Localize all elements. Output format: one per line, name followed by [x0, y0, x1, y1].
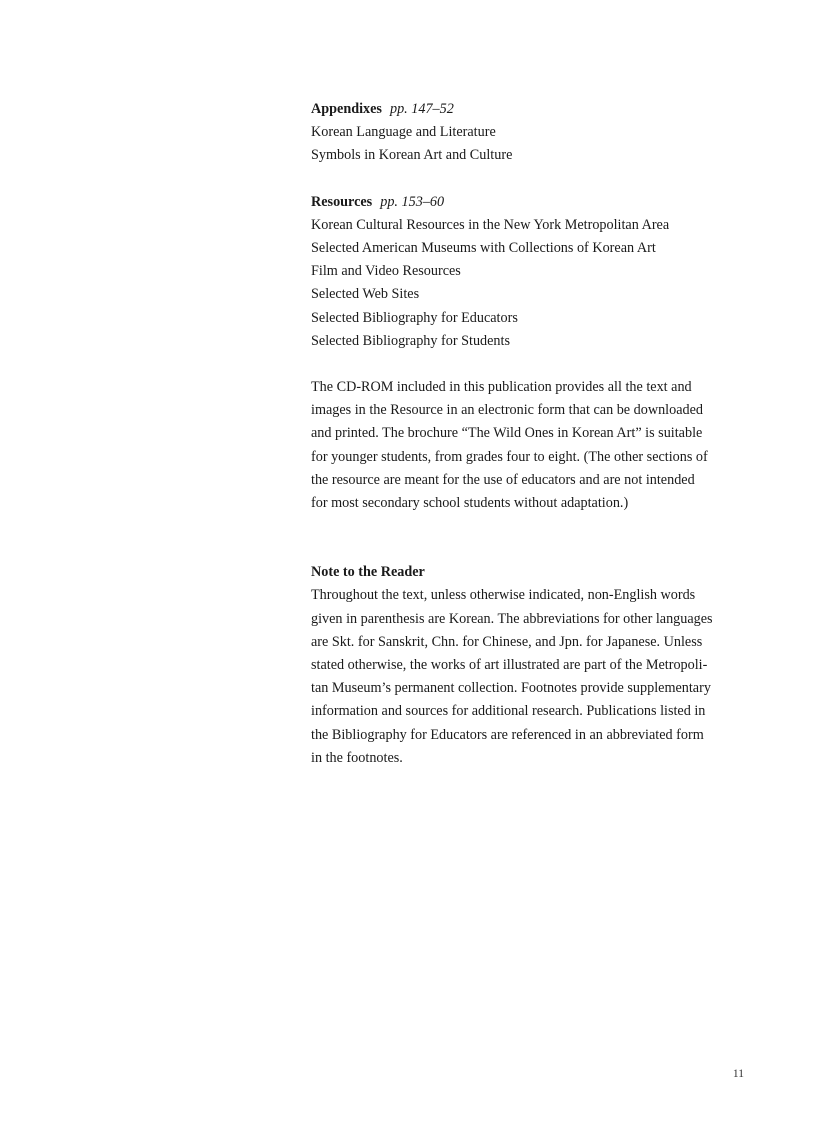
- resource-item: Film and Video Resources: [311, 263, 461, 280]
- resource-item: Selected Web Sites: [311, 286, 420, 303]
- paragraph-line: and printed. The brochure “The Wild Ones in Korean Art” is suitable: [311, 425, 703, 442]
- resource-item: Korean Cultural Resources in the New York Metropolitan Area: [311, 216, 670, 233]
- paragraph-line: tan Museum’s permanent collection. Footnotes provide supplementary: [311, 680, 711, 697]
- resources-pages: pp. 153–60: [380, 193, 445, 210]
- resource-item: Selected Bibliography for Students: [311, 332, 510, 349]
- main-column: [311, 98, 751, 770]
- paragraph-line: images in the Resource in an electronic form that can be downloaded: [311, 402, 703, 419]
- resources-section: [311, 191, 751, 353]
- paragraph-line: stated otherwise, the works of art illustrated are part of the Metropoli-: [311, 657, 708, 674]
- resource-item: Selected Bibliography for Educators: [311, 309, 518, 326]
- paragraph-line: the Bibliography for Educators are referenced in an abbreviated form: [311, 726, 704, 743]
- appendixes-section: [311, 98, 751, 168]
- paragraph-line: given in parenthesis are Korean. The abbreviations for other languages: [311, 610, 713, 627]
- appendixes-heading: Appendixes: [311, 101, 382, 117]
- paragraph-line: are Skt. for Sanskrit, Chn. for Chinese, and Jpn. for Japanese. Unless: [311, 633, 703, 650]
- note-heading: Note to the Reader: [311, 564, 425, 581]
- appendix-item: Korean Language and Literature: [311, 124, 496, 141]
- resources-heading-line: [311, 191, 751, 214]
- appendixes-pages: pp. 147–52: [389, 101, 454, 117]
- resource-item: Selected American Museums with Collections of Korean Art: [311, 240, 656, 257]
- note-section: [311, 561, 751, 770]
- paragraph-line: information and sources for additional research. Publications listed in: [311, 703, 706, 720]
- cdrom-paragraph: [311, 376, 751, 515]
- appendixes-heading-line: [311, 98, 751, 121]
- paragraph-line: in the footnotes.: [311, 749, 403, 766]
- appendix-item: Symbols in Korean Art and Culture: [311, 147, 513, 164]
- paragraph-line: for most secondary school students without adaptation.): [311, 495, 629, 512]
- paragraph-line: the resource are meant for the use of educators and are not intended: [311, 471, 695, 488]
- resources-heading: Resources: [311, 193, 373, 210]
- paragraph-line: for younger students, from grades four to eight. (The other sections of: [311, 448, 708, 465]
- paragraph-line: Throughout the text, unless otherwise indicated, non-English words: [311, 587, 696, 604]
- page-number: 11: [732, 1068, 744, 1080]
- paragraph-line: The CD-ROM included in this publication provides all the text and: [311, 379, 692, 396]
